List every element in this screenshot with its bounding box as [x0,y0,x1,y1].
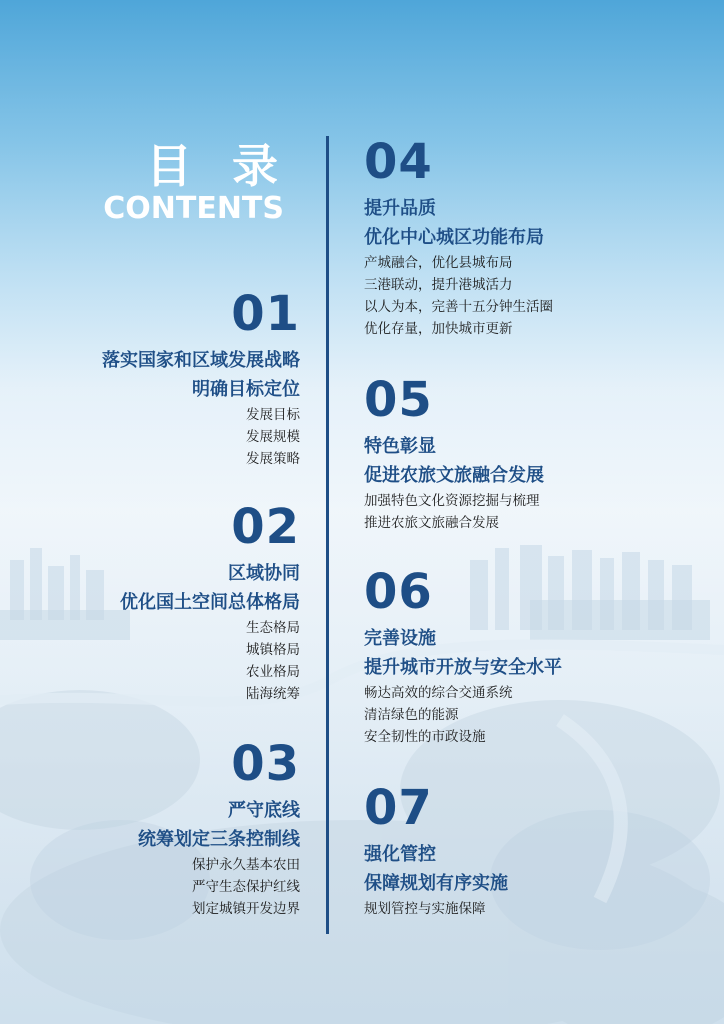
section-heading: 优化国土空间总体格局 [120,592,300,613]
section-heading: 落实国家和区域发展战略 [102,350,300,371]
section-02[interactable] [120,501,300,705]
section-heading: 统筹划定三条控制线 [138,829,300,850]
section-number: 06 [364,564,433,620]
section-heading: 区域协同 [228,563,300,584]
section-heading: 特色彰显 [364,436,436,457]
section-item: 安全韧性的市政设施 [364,729,486,745]
section-item: 畅达高效的综合交通系统 [364,685,513,701]
section-number: 01 [231,286,300,342]
section-heading: 强化管控 [364,844,436,865]
section-heading: 保障规划有序实施 [364,873,508,894]
toc-title [103,139,290,226]
section-03[interactable] [138,738,300,920]
section-item: 发展策略 [246,451,300,467]
section-number: 07 [364,780,433,836]
section-heading: 提升品质 [364,198,436,219]
section-item: 城镇格局 [246,642,300,658]
section-item: 严守生态保护红线 [192,879,300,895]
section-item: 加强特色文化资源挖掘与梳理 [364,493,540,509]
section-heading: 提升城市开放与安全水平 [364,657,562,678]
section-number: 04 [364,134,433,190]
section-item: 发展规模 [246,429,300,445]
section-item: 优化存量，加快城市更新 [364,321,513,337]
section-heading: 严守底线 [228,800,300,821]
section-number: 02 [231,499,300,555]
title-english: CONTENTS [103,191,284,226]
section-item: 发展目标 [246,407,300,423]
title-chinese: 目 录 [145,139,290,193]
section-item: 三港联动，提升港城活力 [364,277,513,293]
section-item: 以人为本，完善十五分钟生活圈 [364,299,553,315]
section-item: 推进农旅文旅融合发展 [364,515,499,531]
vertical-divider [326,136,329,934]
section-item: 保护永久基本农田 [192,857,300,873]
section-heading: 优化中心城区功能布局 [364,227,544,248]
section-06[interactable] [364,566,562,748]
section-04[interactable] [364,136,553,340]
section-item: 农业格局 [246,664,300,680]
section-number: 03 [231,736,300,792]
section-item: 规划管控与实施保障 [364,901,486,917]
section-item: 划定城镇开发边界 [192,901,300,917]
section-heading: 完善设施 [364,628,436,649]
section-heading: 明确目标定位 [192,379,300,400]
section-05[interactable] [364,374,544,534]
section-heading: 促进农旅文旅融合发展 [364,465,544,486]
section-item: 产城融合，优化县城布局 [364,255,513,271]
section-item: 清洁绿色的能源 [364,707,459,723]
section-item: 生态格局 [246,620,300,636]
section-01[interactable] [102,288,300,470]
section-07[interactable] [364,782,508,920]
section-number: 05 [364,372,433,428]
section-item: 陆海统筹 [246,686,300,702]
